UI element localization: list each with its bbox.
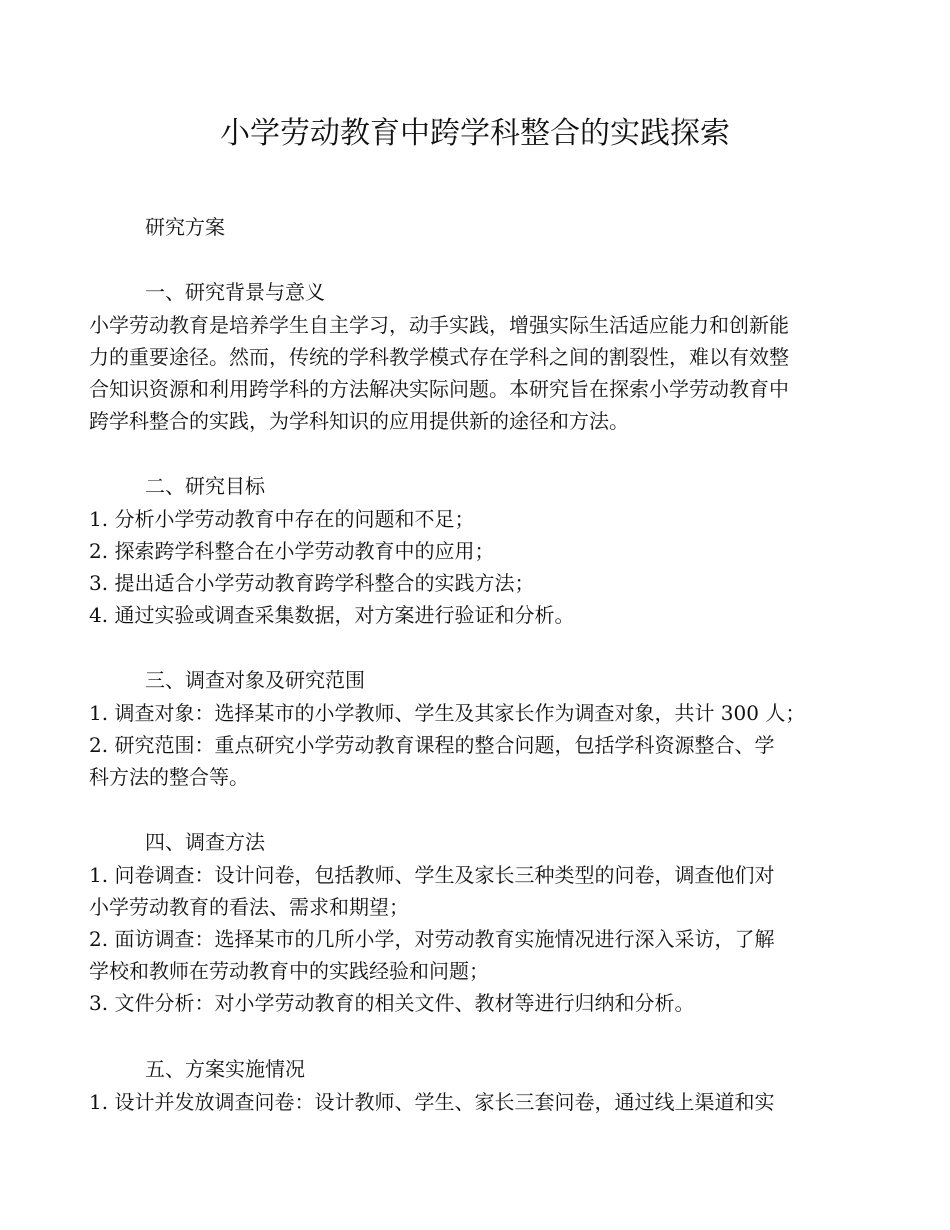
list-item: 2. 面访调查：选择某市的几所小学，对劳动教育实施情况进行深入采访，了解 <box>89 927 775 951</box>
list-item: 2. 探索跨学科整合在小学劳动教育中的应用； <box>89 539 495 563</box>
paragraph-line: 小学劳动教育是培养学生自主学习，动手实践，增强实际生活适应能力和创新能 <box>89 313 789 337</box>
section-heading-background: 一、研究背景与意义 <box>145 280 325 304</box>
list-item-continuation: 小学劳动教育的看法、需求和期望； <box>89 895 409 919</box>
section-heading-subjects: 三、调查对象及研究范围 <box>145 668 365 692</box>
paragraph-line: 跨学科整合的实践，为学科知识的应用提供新的途径和方法。 <box>89 409 629 433</box>
section-heading-implementation: 五、方案实施情况 <box>145 1057 305 1081</box>
list-item: 3. 提出适合小学劳动教育跨学科整合的实践方法； <box>89 571 535 595</box>
list-item: 3. 文件分析：对小学劳动教育的相关文件、教材等进行归纳和分析。 <box>89 991 695 1015</box>
list-item: 1. 问卷调查：设计问卷，包括教师、学生及家长三种类型的问卷，调查他们对 <box>89 863 775 887</box>
list-item-continuation: 学校和教师在劳动教育中的实践经验和问题； <box>89 959 489 983</box>
list-item: 2. 研究范围：重点研究小学劳动教育课程的整合问题，包括学科资源整合、学 <box>89 733 775 757</box>
paragraph-line: 力的重要途径。然而，传统的学科教学模式存在学科之间的割裂性，难以有效整 <box>89 345 789 369</box>
list-item: 1. 设计并发放调查问卷：设计教师、学生、家长三套问卷，通过线上渠道和实 <box>89 1090 775 1114</box>
paragraph-line: 合知识资源和利用跨学科的方法解决实际问题。本研究旨在探索小学劳动教育中 <box>89 377 789 401</box>
list-item: 1. 调查对象：选择某市的小学教师、学生及其家长作为调查对象，共计 300 人； <box>89 701 806 725</box>
list-item-continuation: 科方法的整合等。 <box>89 765 249 789</box>
section-heading-goals: 二、研究目标 <box>145 474 265 498</box>
document-title: 小学劳动教育中跨学科整合的实践探索 <box>220 116 730 151</box>
subtitle: 研究方案 <box>145 215 225 239</box>
list-item: 4. 通过实验或调查采集数据，对方案进行验证和分析。 <box>89 603 575 627</box>
list-item: 1. 分析小学劳动教育中存在的问题和不足； <box>89 507 475 531</box>
section-heading-methods: 四、调查方法 <box>145 830 265 854</box>
